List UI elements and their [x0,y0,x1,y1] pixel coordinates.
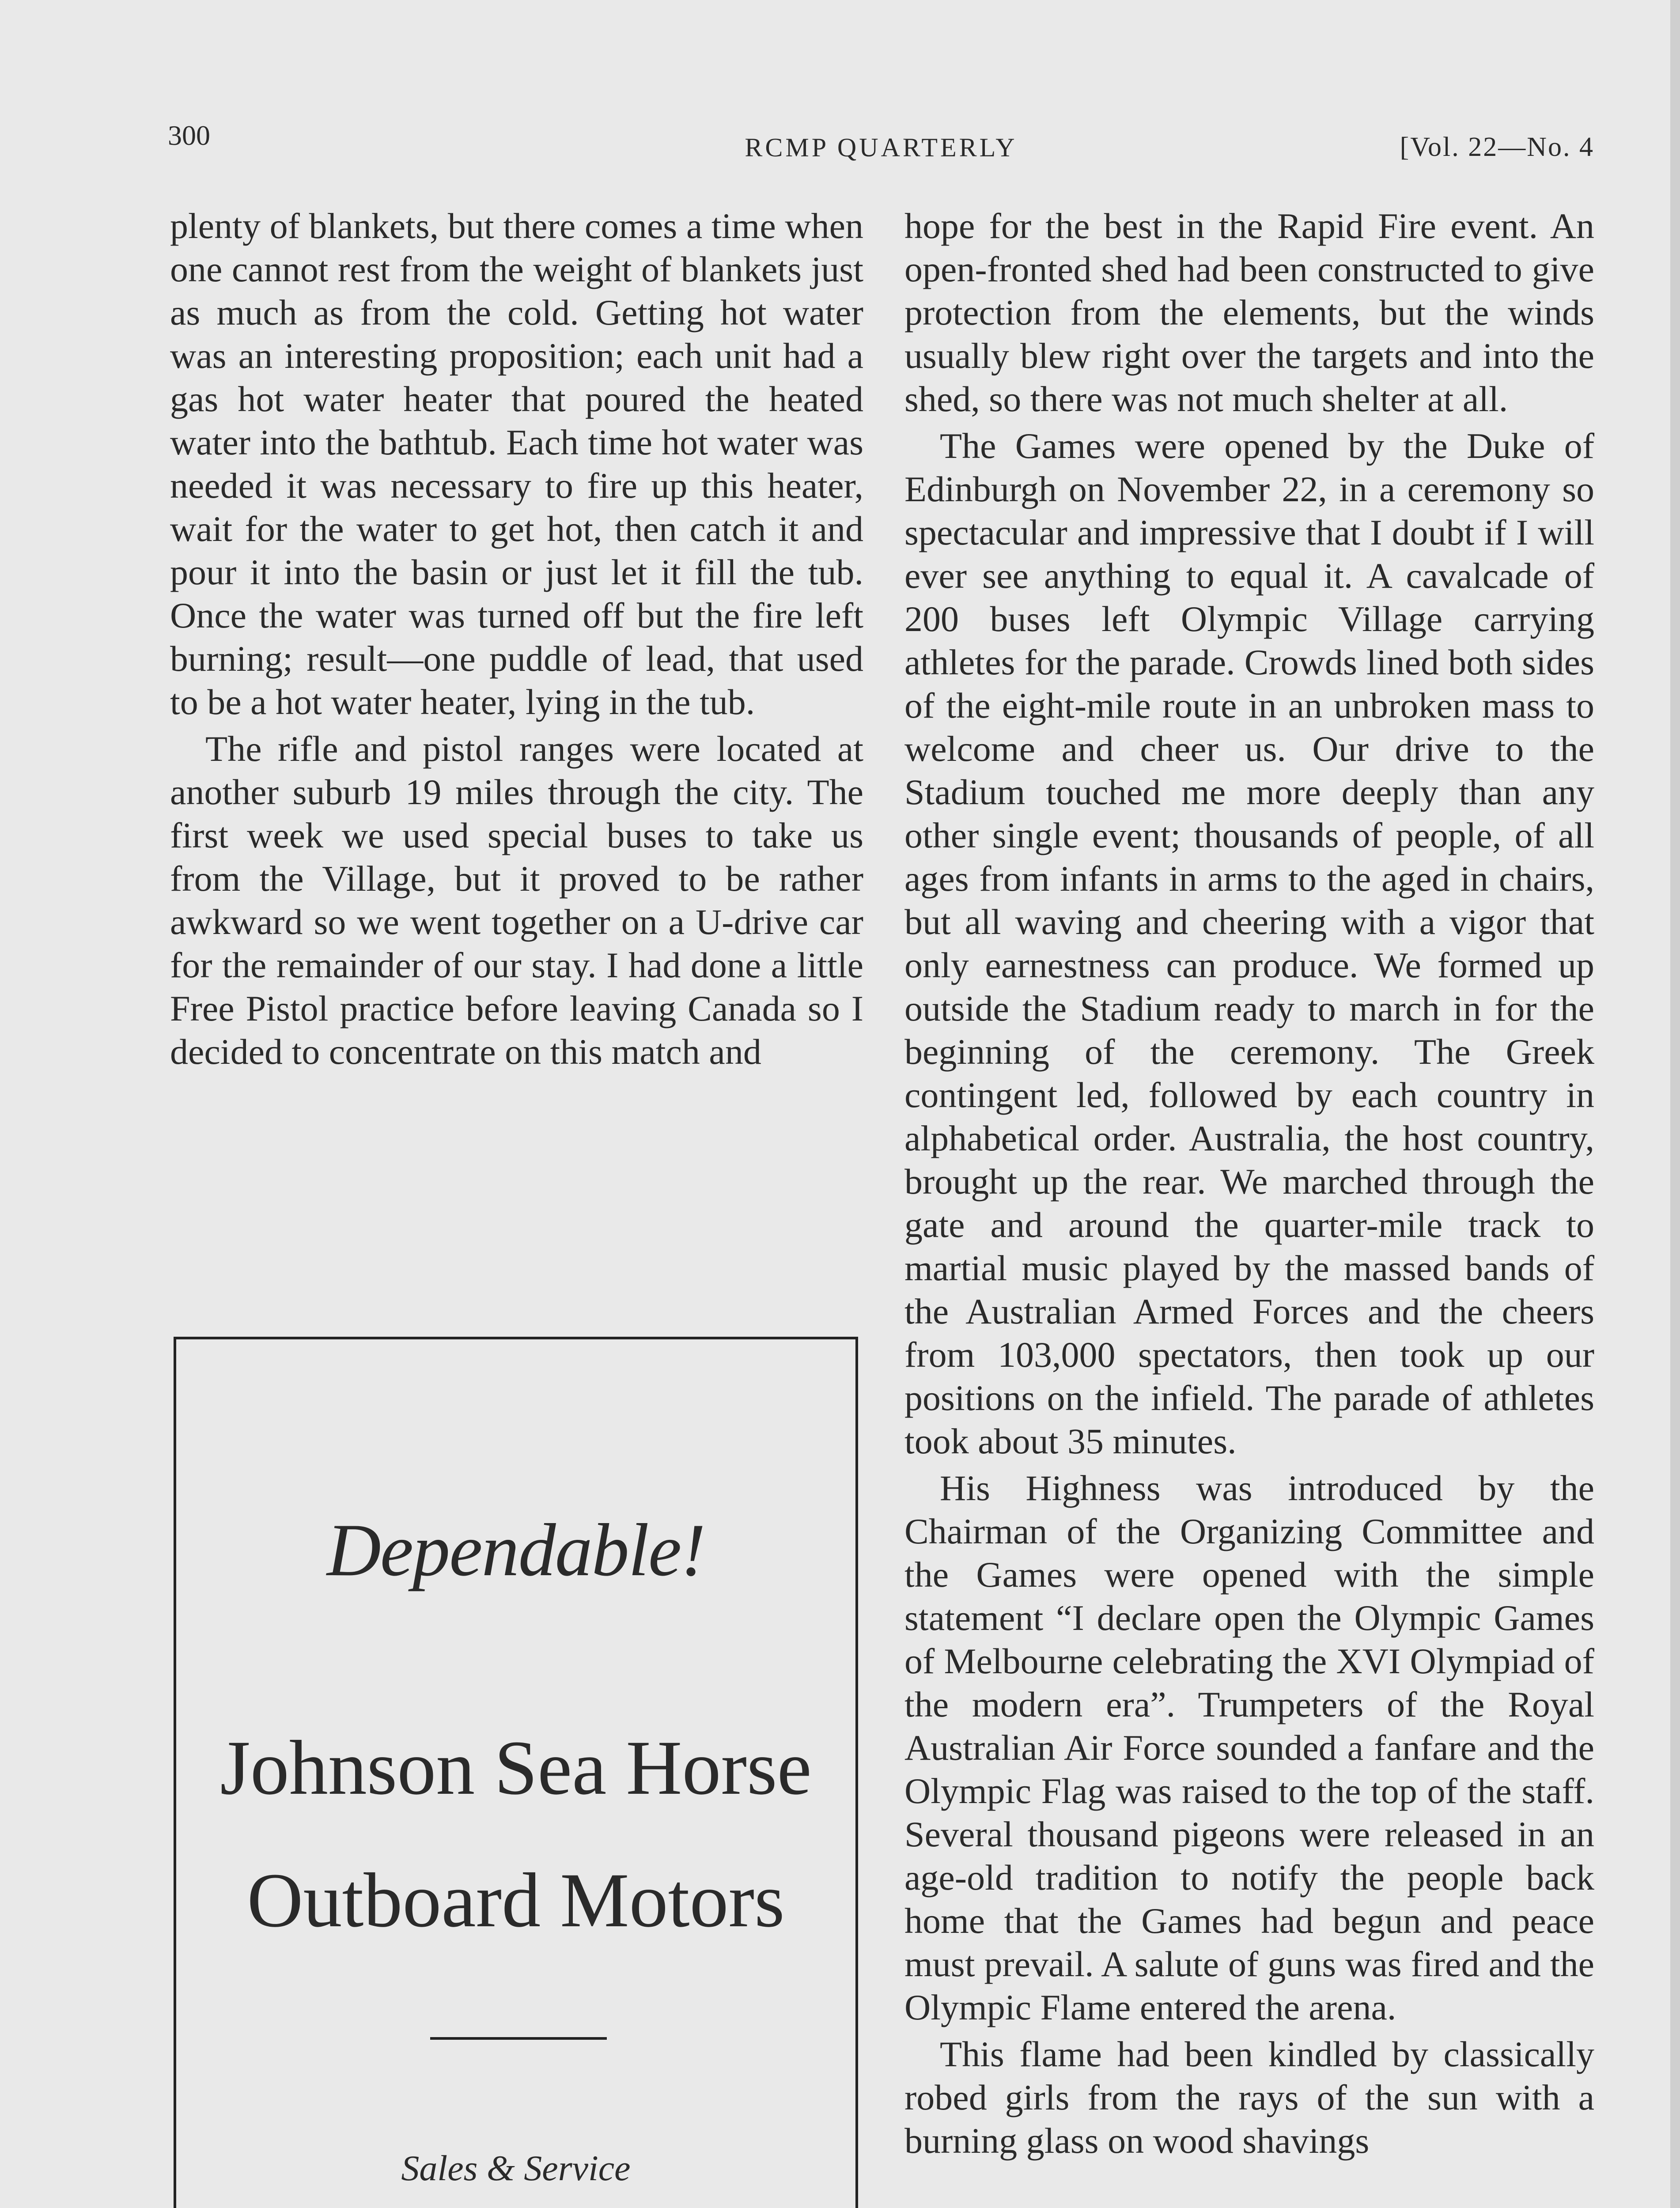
running-header [168,119,1594,163]
ad-divider [430,2037,607,2040]
paragraph: plenty of blankets, but there comes a time when one cannot rest from the weight of blankets just as much as from the cold. Getting hot water was an interesting proposition; each unit had a gas hot water heater that poured the heated water into the bathtub. Each time hot water was needed it was necessary to fire up this heater, wait for the water to get hot, then catch it and pour it into the basin or just let it fill the tub. Once the water was turned off but the fire left burning; result—one puddle of lead, that used to be a hot water heater, lying in the tub. [170,206,863,722]
left-column [170,204,863,1077]
ad-slogan: Dependable! [327,1509,705,1592]
paragraph: His Highness was introduced by the Chairman of the Organizing Committee and the Games were opened with the simple statement “I declare open the Olympic Games of Melbourne celebrating the XVI Olympiad of the modern era”. Trumpeters of the Royal Australian Air Force sounded a fanfare and the Olympic Flag was raised to the top of the staff. Several thousand pigeons were released in an age-old tradition to notify the people back home that the Games had begun and peace must prevail. A salute of guns was fired and the Olympic Flame entered the arena. [904,1468,1594,2027]
journal-title: RCMP QUARTERLY [745,133,1018,162]
right-column [904,204,1594,2166]
advertisement-box [174,1337,858,2208]
volume-issue: [Vol. 22—No. 4 [1400,132,1594,162]
page-number: 300 [168,120,210,151]
paragraph: This flame had been kindled by classically robed girls from the rays of the sun with a burning glass on wood shavings [904,2034,1594,2161]
paragraph: hope for the best in the Rapid Fire event. An open-fronted shed had been constructed to give protection from the elements, but the winds usually blew right over the targets and into the shed, so there was not much shelter at all. [904,206,1594,419]
ad-tagline: Sales & Service [401,2148,631,2188]
paragraph: The Games were opened by the Duke of Edinburgh on November 22, in a ceremony so spectacular and impressive that I doubt if I will ever see anything to equal it. A cavalcade of 200 buses left Olympic Village carrying athletes for the parade. Crowds lined both sides of the eight-mile route in an unbroken mass to welcome and cheer us. Our drive to the Stadium touched me more deeply than any other single event; thousands of people, of all ages from infants in arms to the aged in chairs, but all waving and cheering with a vigor that only earnestness can produce. We formed up outside the Stadium ready to march in for the beginning of the ceremony. The Greek contingent led, followed by each country in alphabetical order. Australia, the host country, brought up the rear. We marched through the gate and around the quarter-mile track to martial music played by the massed bands of the Australian Armed Forces and the cheers from 103,000 spectators, then took up our positions on the infield. The parade of athletes took about 35 minutes. [904,426,1594,1461]
ad-product-line-2: Outboard Motors [247,1857,785,1943]
paragraph: The rifle and pistol ranges were located at another suburb 19 miles through the city. The first week we used special buses to take us from the Village, but it proved to be rather awkward so we went together on a U-drive car for the remainder of our stay. I had done a little Free Pistol practice before leaving Canada so I decided to concentrate on this match and [170,729,863,1072]
ad-product-line-1: Johnson Sea Horse [220,1725,812,1811]
page-edge-shadow [1670,0,1680,2208]
